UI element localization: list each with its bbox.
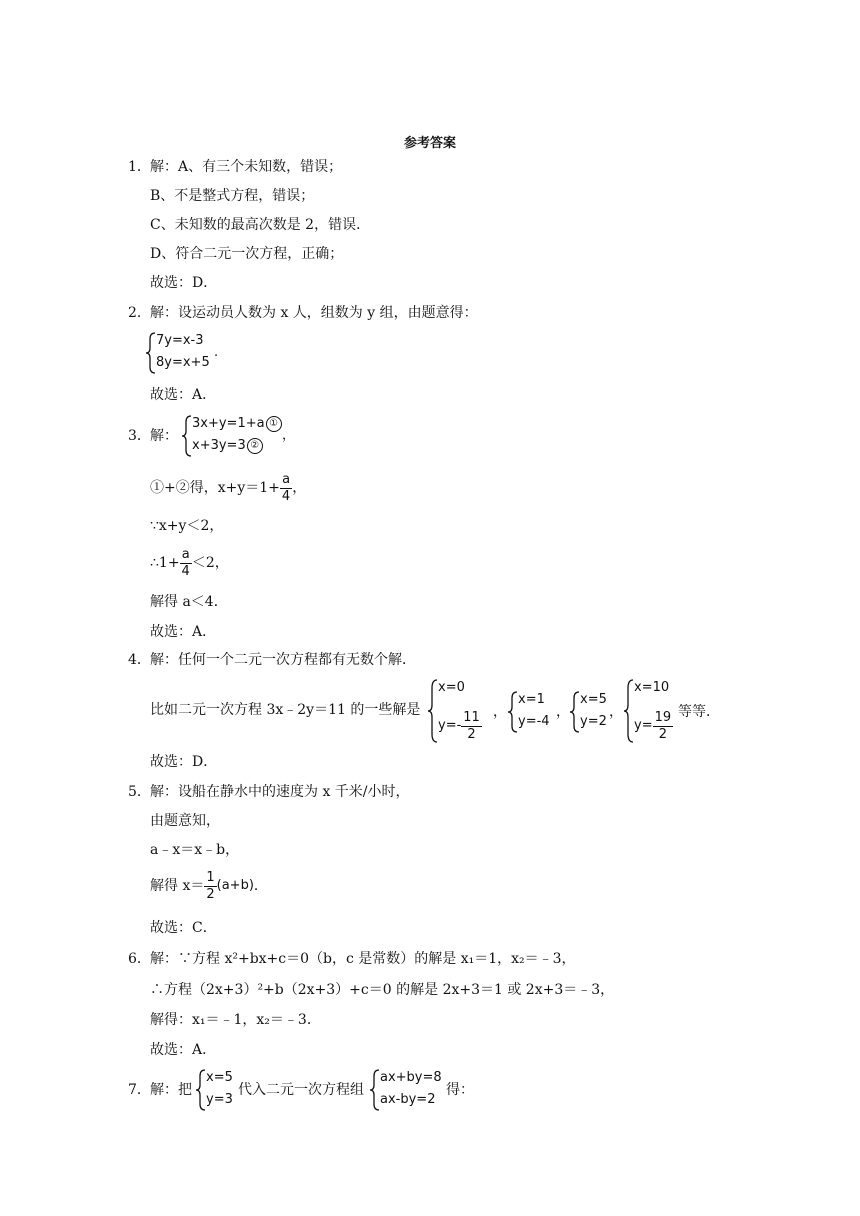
q4-s2-y: y=-4	[518, 714, 550, 729]
q3-comma: ，	[282, 428, 296, 443]
q7-middle-text: 代入二元一次方程组	[238, 1082, 364, 1098]
brace-icon	[428, 678, 438, 744]
q1-line-2: B、不是整式方程，错误；	[150, 188, 315, 204]
q7-equation-2: ax-by=2	[380, 1092, 436, 1107]
q3-line-3: ∵x+y＜2，	[150, 518, 224, 534]
q3-equation-1: 3x+y=1+a	[192, 416, 265, 431]
q6-line-2: ∴方程（2x+3）²+b（2x+3）+c＝0 的解是 2x+3＝1 或 2x+3＝﹣3，	[150, 982, 615, 998]
q4-s4-y: y=	[634, 718, 653, 733]
q3-line-4-end: ＜2，	[191, 555, 229, 571]
q4-line-1: 解：任何一个二元一次方程都有无数个解．	[150, 652, 416, 668]
q5-number: 5．	[128, 784, 151, 800]
q5-line-5: 故选：C．	[150, 920, 217, 936]
fraction-numerator: a	[180, 547, 192, 564]
q3-equation-2: x+3y=3	[192, 438, 246, 453]
q3-number: 3．	[128, 428, 151, 444]
fraction-denominator: 2	[206, 886, 215, 902]
fraction-11-over-2	[461, 710, 482, 743]
brace-icon	[370, 1068, 380, 1112]
q5-line-4-expr: (a+b)	[216, 878, 254, 893]
q6-line-4: 故选：A．	[150, 1042, 217, 1058]
q3-lead: 解：	[150, 428, 178, 444]
q4-solution-1	[428, 678, 498, 746]
fraction-numerator: a	[280, 472, 292, 489]
fraction-19-over-2	[653, 710, 674, 743]
q4-line-2: 比如二元一次方程 3x﹣2y＝11 的一些解是	[150, 702, 421, 718]
q1-line-5: 故选：D．	[150, 275, 218, 291]
q6-number: 6．	[128, 951, 151, 967]
q7-x-value: x=5	[206, 1070, 233, 1085]
brace-icon	[182, 414, 192, 458]
q5-line-4-end: ．	[253, 878, 268, 894]
q3-equation-system	[182, 414, 302, 458]
fraction-a-over-4	[180, 547, 192, 580]
fraction-numerator: 11	[463, 709, 480, 725]
q3-line-4-text: ∴1+	[150, 555, 180, 571]
q2-equation-1: 7y=x-3	[156, 333, 204, 348]
q2-equation-system	[146, 331, 226, 375]
q7-y-value: y=3	[206, 1092, 233, 1107]
q3-line-5: 解得 a＜4．	[150, 594, 228, 610]
q3-line-4	[150, 543, 229, 583]
fraction-denominator: 2	[467, 726, 476, 742]
circled-one-icon: ①	[266, 416, 282, 432]
fraction-a-over-4	[280, 472, 292, 505]
q1-line-1: 解：A、有三个未知数，错误；	[150, 159, 343, 175]
q2-period: .	[214, 345, 219, 360]
q1-line-4: D、符合二元一次方程，正确；	[150, 246, 344, 262]
q6-line-3: 解得：x₁＝﹣1，x₂＝﹣3．	[150, 1012, 321, 1028]
fraction-numerator: 19	[654, 709, 672, 725]
q3-line-2-text: ①+②得，x+y＝1+	[150, 480, 280, 496]
q3-line-6: 故选：A．	[150, 624, 217, 640]
q5-line-4	[150, 866, 268, 906]
q2-equation-2: 8y=x+5	[156, 355, 210, 370]
brace-icon	[146, 331, 156, 375]
q4-s3-x: x=5	[580, 692, 607, 707]
circled-two-icon: ②	[247, 438, 263, 454]
page-title: 参考答案	[403, 136, 456, 151]
q4-s3-y: y=2	[580, 714, 607, 729]
q7-equation-1: ax+by=8	[380, 1070, 442, 1085]
q4-separator-1: ，	[493, 704, 507, 720]
brace-icon	[624, 678, 634, 744]
q7-lead: 解：把	[150, 1082, 192, 1098]
q6-line-1: 解：∵方程 x²+bx+c＝0（b，c 是常数）的解是 x₁＝1，x₂＝﹣3，	[150, 951, 576, 967]
q5-line-3: a﹣x＝x﹣b，	[150, 842, 240, 858]
brace-icon	[196, 1068, 206, 1112]
q4-number: 4．	[128, 652, 151, 668]
q4-separator-3: ，	[609, 704, 623, 720]
brace-icon	[508, 690, 518, 734]
q2-number: 2．	[128, 305, 151, 321]
q5-line-2: 由题意知，	[150, 813, 220, 829]
fraction-denominator: 4	[181, 563, 190, 579]
brace-icon	[570, 690, 580, 734]
q4-ending: 等等．	[678, 704, 720, 720]
q3-line-2-end: ，	[292, 480, 307, 496]
q5-line-4-text: 解得 x＝	[150, 878, 205, 894]
q4-line-3: 故选：D．	[150, 754, 218, 770]
fraction-denominator: 4	[281, 488, 291, 504]
q4-s2-x: x=1	[518, 692, 545, 707]
q1-line-3: C、未知数的最高次数是 2，错误．	[150, 217, 371, 233]
q2-line-1: 解：设运动员人数为 x 人，组数为 y 组，由题意得：	[150, 305, 478, 321]
fraction-numerator: 1	[206, 869, 215, 885]
fraction-1-over-2	[204, 870, 216, 903]
q7-number: 7．	[128, 1082, 151, 1098]
q4-separator-2: ，	[556, 704, 570, 720]
q4-s1-x: x=0	[438, 680, 465, 695]
q3-line-2	[150, 468, 306, 508]
fraction-denominator: 2	[658, 726, 667, 742]
q7-ending: 得：	[446, 1082, 474, 1098]
q5-line-1: 解：设船在静水中的速度为 x 千米/小时，	[150, 784, 410, 800]
q4-s1-y: y=-	[438, 718, 462, 733]
q2-line-3: 故选：A．	[150, 387, 217, 403]
q1-number: 1．	[128, 159, 151, 175]
q4-s4-x: x=10	[634, 680, 670, 695]
